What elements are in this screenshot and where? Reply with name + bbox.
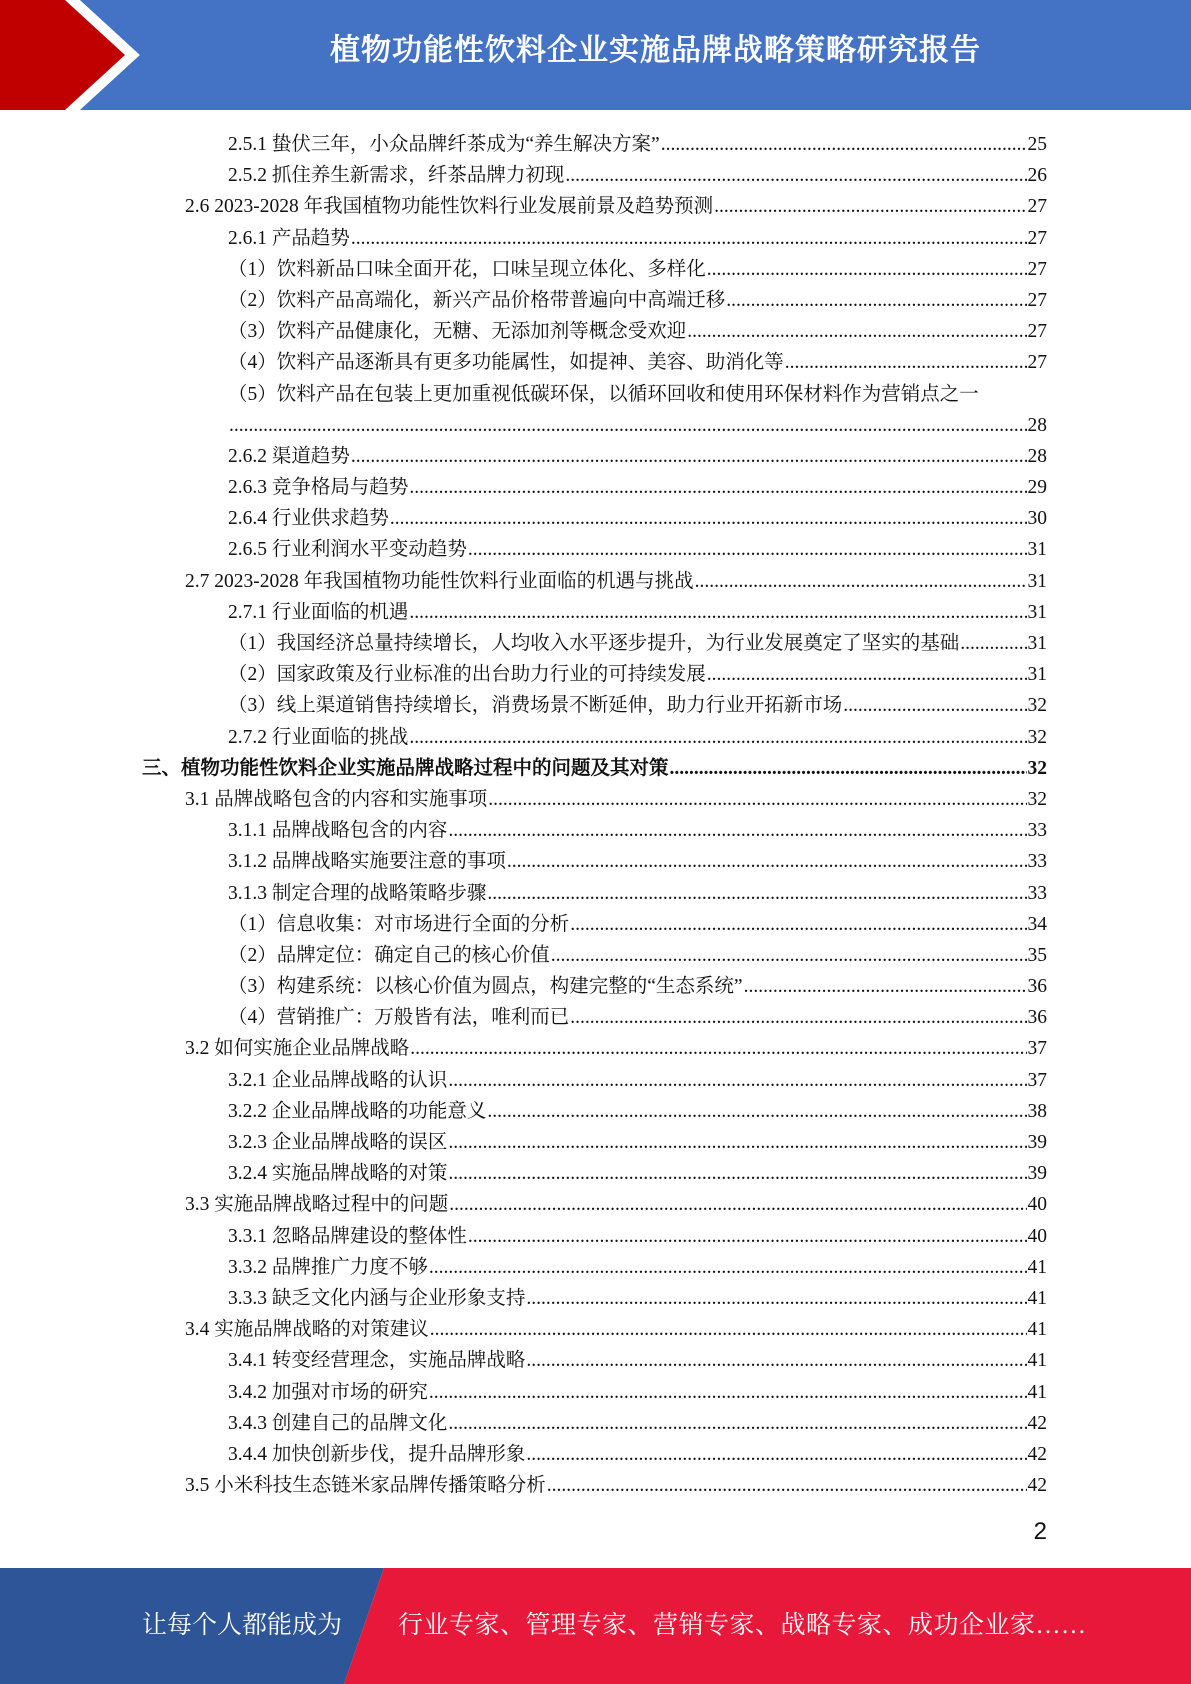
toc-entry-page: 27 — [1027, 227, 1047, 249]
toc-entry-leader — [448, 1127, 1026, 1158]
toc-entry-title: 2.6.4 行业供求趋势 — [228, 508, 389, 530]
toc-entry-page: 25 — [1027, 134, 1047, 155]
toc-entry-leader — [547, 1470, 1027, 1501]
toc-entry-page: 33 — [1027, 820, 1047, 842]
toc-entry-page: 27 — [1027, 321, 1047, 343]
toc-entry[interactable] — [0, 722, 1191, 753]
toc-entry-leader — [661, 129, 1027, 160]
toc-entry-leader — [409, 722, 1026, 753]
toc-entry-title: 3.2.2 企业品牌战略的功能意义 — [228, 1100, 487, 1122]
toc-entry-page: 35 — [1027, 944, 1047, 966]
toc-entry-page: 40 — [1027, 1194, 1047, 1216]
toc-entry[interactable] — [0, 815, 1191, 846]
toc-entry-page: 31 — [1027, 601, 1047, 623]
toc-entry-page: 39 — [1027, 1163, 1047, 1185]
toc-entry-title: 2.5.1 蛰伏三年，小众品牌纤茶成为“养生解决方案” — [228, 134, 660, 155]
toc-entry-leader — [468, 1221, 1027, 1252]
toc-entry[interactable] — [0, 1345, 1191, 1376]
toc-entry-title: 2.6 2023-2028 年我国植物功能性饮料行业发展前景及趋势预测 — [185, 196, 714, 218]
toc-entry[interactable] — [0, 254, 1191, 285]
toc-entry-title: （3）线上渠道销售持续增长，消费场景不断延伸，助力行业开拓新市场 — [228, 695, 843, 717]
toc-entry-leader — [707, 659, 1027, 690]
toc-entry-title: 3.3 实施品牌战略过程中的问题 — [185, 1194, 449, 1216]
toc-entry[interactable] — [0, 909, 1191, 940]
toc-entry[interactable] — [0, 472, 1191, 503]
toc-entry-page: 41 — [1027, 1256, 1047, 1278]
toc-entry-leader — [670, 753, 1027, 784]
toc-entry-leader — [744, 971, 1027, 1002]
toc-entry-page: 28 — [1027, 445, 1047, 467]
toc-entry[interactable] — [0, 160, 1191, 191]
toc-entry-page: 31 — [1027, 570, 1047, 592]
header-chevron-graphic — [0, 0, 160, 110]
toc-entry-leader — [468, 534, 1027, 565]
toc-entry-title: 3.1 品牌战略包含的内容和实施事项 — [185, 788, 488, 810]
toc-entry-leader — [570, 909, 1026, 940]
toc-entry-page: 32 — [1027, 788, 1047, 810]
toc-entry-leader — [351, 441, 1027, 472]
toc-entry-page: 34 — [1027, 913, 1047, 935]
toc-entry[interactable] — [0, 1221, 1191, 1252]
toc-entry-page: 42 — [1027, 1412, 1047, 1434]
toc-entry-title: 3.4.2 加强对市场的研究 — [228, 1381, 428, 1403]
toc-entry-page: 39 — [1027, 1132, 1047, 1154]
toc-entry-leader — [526, 1439, 1026, 1470]
toc-entry[interactable] — [0, 1002, 1191, 1033]
toc-entry-page: 38 — [1027, 1100, 1047, 1122]
toc-entry-page: 27 — [1027, 196, 1047, 218]
toc-entry-page: 42 — [1027, 1475, 1047, 1497]
toc-entry[interactable] — [0, 503, 1191, 534]
toc-entry-leader — [565, 160, 1026, 191]
toc-entry[interactable] — [0, 753, 1191, 784]
page-header — [0, 0, 1191, 110]
toc-entry[interactable] — [0, 940, 1191, 971]
toc-entry[interactable] — [0, 316, 1191, 347]
toc-entry-leader — [507, 846, 1027, 877]
toc-entry-title: 3.2 如何实施企业品牌战略 — [185, 1038, 410, 1060]
toc-entry-title: 3.1.2 品牌战略实施要注意的事项 — [228, 851, 506, 873]
toc-entry-title: 2.7.2 行业面临的挑战 — [228, 726, 409, 748]
toc-entry-leader — [488, 784, 1026, 815]
toc-entry-title: 2.5.2 抓住养生新需求，纤茶品牌力初现 — [228, 165, 565, 187]
toc-entry-title: 3.5 小米科技生态链米家品牌传播策略分析 — [185, 1475, 546, 1497]
toc-entry-page: 37 — [1027, 1038, 1047, 1060]
toc-entry-leader — [430, 1314, 1027, 1345]
toc-entry[interactable] — [0, 971, 1191, 1002]
toc-entry-leader — [410, 1033, 1026, 1064]
toc-entry-leader — [785, 347, 1027, 378]
toc-entry-page: 27 — [1027, 258, 1047, 280]
toc-entry-page: 31 — [1027, 539, 1047, 561]
toc-entry-page: 26 — [1027, 165, 1047, 187]
toc-entry-title: 2.6.2 渠道趋势 — [228, 445, 350, 467]
toc-entry[interactable] — [0, 784, 1191, 815]
toc-entry-leader — [409, 597, 1026, 628]
toc-entry[interactable] — [0, 1033, 1191, 1064]
toc-entry[interactable] — [0, 1096, 1191, 1127]
toc-entry-title: 3.3.3 缺乏文化内涵与企业形象支持 — [228, 1287, 526, 1309]
toc-entry-page: 32 — [1027, 726, 1047, 748]
toc-entry-page: 41 — [1027, 1319, 1047, 1341]
toc-entry[interactable] — [0, 1158, 1191, 1189]
toc-entry-title: （3）饮料产品健康化，无糖、无添加剂等概念受欢迎 — [228, 321, 687, 343]
page-number: 2 — [1033, 1518, 1047, 1545]
toc-entry[interactable] — [0, 690, 1191, 721]
toc-entry-title: 3.4 实施品牌战略的对策建议 — [185, 1319, 429, 1341]
toc-entry-leader — [960, 628, 1026, 659]
toc-entry-leader — [448, 1158, 1026, 1189]
toc-entry-page: 41 — [1027, 1381, 1047, 1403]
toc-entry-title: （1）饮料新品口味全面开花，口味呈现立体化、多样化 — [228, 258, 706, 280]
toc-entry[interactable] — [0, 1189, 1191, 1220]
toc-entry-leader — [526, 1283, 1026, 1314]
toc-entry[interactable] — [0, 285, 1191, 316]
toc-entry-title: 3.2.4 实施品牌战略的对策 — [228, 1163, 448, 1185]
toc-entry-title: 2.7 2023-2028 年我国植物功能性饮料行业面临的机遇与挑战 — [185, 570, 694, 592]
toc-entry[interactable] — [0, 1127, 1191, 1158]
document-title: 植物功能性饮料企业实施品牌战略策略研究报告 — [330, 34, 981, 67]
toc-entry-leader — [448, 815, 1026, 846]
toc-entry-title: 3.2.1 企业品牌战略的认识 — [228, 1069, 448, 1091]
toc-entry[interactable] — [0, 129, 1191, 160]
toc-entry-page: 28 — [1027, 414, 1047, 436]
toc-entry[interactable] — [0, 659, 1191, 690]
toc-entry[interactable] — [0, 1470, 1191, 1501]
toc-entry-page: 32 — [1027, 757, 1047, 779]
toc-entry-leader — [448, 1408, 1026, 1439]
toc-entry[interactable] — [0, 597, 1191, 628]
toc-entry[interactable] — [0, 846, 1191, 877]
toc-entry[interactable] — [0, 566, 1191, 597]
toc-entry[interactable] — [0, 878, 1191, 909]
table-of-contents — [0, 129, 1191, 1501]
toc-entry-title: 3.4.1 转变经营理念，实施品牌战略 — [228, 1350, 526, 1372]
toc-entry-page: 42 — [1027, 1443, 1047, 1465]
toc-entry[interactable] — [0, 628, 1191, 659]
toc-entry-title: 3.4.3 创建自己的品牌文化 — [228, 1412, 448, 1434]
toc-entry-title: （5）饮料产品在包装上更加重视低碳环保，以循环回收和使用环保材料作为营销点之一 — [228, 383, 979, 405]
toc-entry-title: 三、植物功能性饮料企业实施品牌战略过程中的问题及其对策 — [142, 757, 669, 779]
toc-entry[interactable] — [0, 191, 1191, 222]
toc-entry-title: 3.1.1 品牌战略包含的内容 — [228, 820, 448, 842]
toc-entry[interactable] — [0, 1252, 1191, 1283]
toc-entry-leader — [449, 1189, 1026, 1220]
footer-slogan-left: 让每个人都能成为 — [142, 1612, 343, 1639]
toc-entry-title: （2）饮料产品高端化，新兴产品价格带普遍向中高端迁移 — [228, 289, 726, 311]
toc-entry-title: （2）品牌定位：确定自己的核心价值 — [228, 944, 550, 966]
toc-entry-title: 2.7.1 行业面临的机遇 — [228, 601, 409, 623]
toc-entry-page: 36 — [1027, 976, 1047, 998]
toc-entry-leader — [714, 191, 1026, 222]
toc-entry-leader — [429, 1377, 1027, 1408]
toc-entry-page: 41 — [1027, 1287, 1047, 1309]
toc-entry-page: 41 — [1027, 1350, 1047, 1372]
toc-entry[interactable] — [0, 441, 1191, 472]
toc-entry-page: 31 — [1027, 664, 1047, 686]
toc-entry[interactable] — [0, 379, 1191, 441]
toc-entry-page: 33 — [1027, 851, 1047, 873]
toc-entry-title: 3.3.2 品牌推广力度不够 — [228, 1256, 428, 1278]
toc-entry-leader — [448, 1065, 1026, 1096]
toc-entry[interactable] — [0, 534, 1191, 565]
toc-entry-leader — [229, 410, 1027, 441]
toc-entry-title: （3）构建系统：以核心价值为圆点，构建完整的“生态系统” — [228, 976, 743, 998]
toc-entry-title: （4）营销推广：万般皆有法，唯利而已 — [228, 1007, 570, 1029]
toc-entry-leader — [570, 1002, 1026, 1033]
toc-entry-leader — [551, 940, 1027, 971]
toc-entry-leader — [726, 285, 1026, 316]
toc-entry-page: 40 — [1027, 1225, 1047, 1247]
toc-entry-title: 2.6.5 行业利润水平变动趋势 — [228, 539, 467, 561]
toc-entry-title: （2）国家政策及行业标准的出台助力行业的可持续发展 — [228, 664, 706, 686]
toc-entry-page: 29 — [1027, 477, 1047, 499]
toc-entry-title: 2.6.1 产品趋势 — [228, 227, 350, 249]
toc-entry-leader — [707, 254, 1027, 285]
toc-entry-title: （4）饮料产品逐渐具有更多功能属性，如提神、美容、助消化等 — [228, 352, 784, 374]
toc-entry-page: 27 — [1027, 352, 1047, 374]
toc-entry[interactable] — [0, 1065, 1191, 1096]
toc-entry-title: 3.4.4 加快创新步伐，提升品牌形象 — [228, 1443, 526, 1465]
toc-entry-leader — [695, 566, 1027, 597]
toc-entry[interactable] — [0, 1283, 1191, 1314]
toc-entry[interactable] — [0, 1408, 1191, 1439]
toc-entry[interactable] — [0, 1314, 1191, 1345]
toc-entry-title: 3.3.1 忽略品牌建设的整体性 — [228, 1225, 467, 1247]
toc-entry-page: 31 — [1027, 633, 1047, 655]
toc-entry-leader — [390, 503, 1027, 534]
toc-entry-page: 36 — [1027, 1007, 1047, 1029]
toc-entry-page: 30 — [1027, 508, 1047, 530]
toc-entry-page: 33 — [1027, 882, 1047, 904]
toc-entry-page: 27 — [1027, 289, 1047, 311]
toc-entry-leader — [429, 1252, 1027, 1283]
toc-entry-leader — [487, 1096, 1026, 1127]
toc-entry[interactable] — [0, 347, 1191, 378]
toc-entry-leader — [487, 878, 1026, 909]
toc-entry[interactable] — [0, 223, 1191, 254]
toc-entry-title: 3.1.3 制定合理的战略策略步骤 — [228, 882, 487, 904]
toc-entry-title: 3.2.3 企业品牌战略的误区 — [228, 1132, 448, 1154]
toc-entry-leader — [843, 690, 1026, 721]
toc-entry-title: （1）信息收集：对市场进行全面的分析 — [228, 913, 570, 935]
toc-entry-page: 32 — [1027, 695, 1047, 717]
toc-entry-page: 37 — [1027, 1069, 1047, 1091]
toc-entry-leader — [351, 223, 1027, 254]
toc-entry-leader — [409, 472, 1026, 503]
toc-entry[interactable] — [0, 1439, 1191, 1470]
toc-entry-title: （1）我国经济总量持续增长，人均收入水平逐步提升，为行业发展奠定了坚实的基础 — [228, 633, 960, 655]
footer-slogan-right: 行业专家、管理专家、营销专家、战略专家、成功企业家…… — [398, 1612, 1087, 1639]
page-footer — [0, 1568, 1191, 1684]
toc-entry-leader — [687, 316, 1026, 347]
toc-entry-leader — [526, 1345, 1026, 1376]
toc-entry-title: 2.6.3 竞争格局与趋势 — [228, 477, 409, 499]
toc-entry[interactable] — [0, 1377, 1191, 1408]
